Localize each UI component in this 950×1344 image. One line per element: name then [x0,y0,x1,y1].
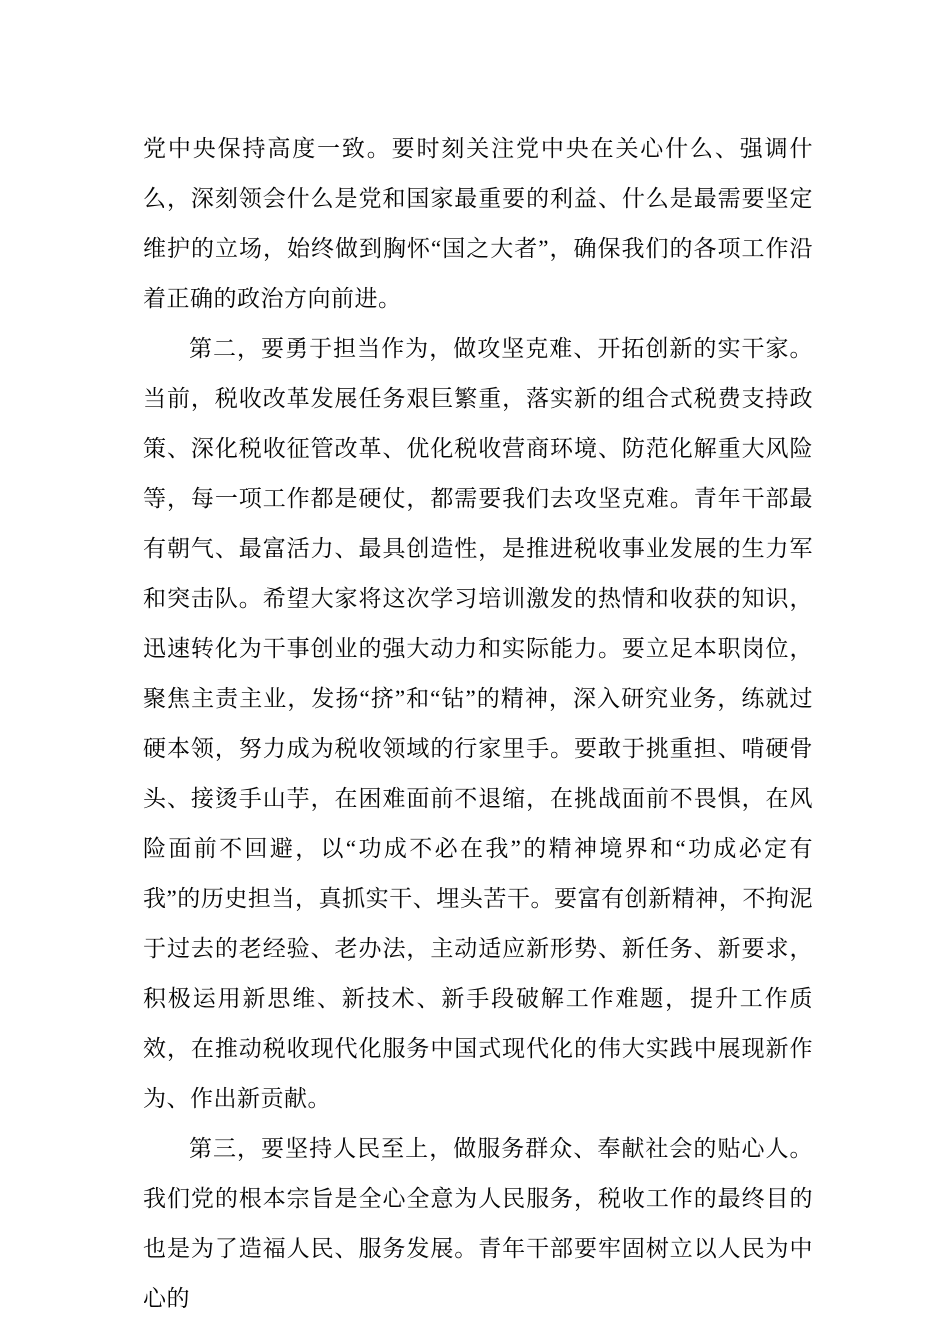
paragraph-continuation: 党中央保持高度一致。要时刻关注党中央在关心什么、强调什么，深刻领会什么是党和国家最重要的利益、什么是最需要坚定维护的立场，始终做到胸怀“国之大者”，确保我们的各项工作沿着正确的政治方向前进。 [143,136,813,311]
paragraph-second-point: 第二，要勇于担当作为，做攻坚克难、开拓创新的实干家。当前，税收改革发展任务艰巨繁重，落实新的组合式税费支持政策、深化税收征管改革、优化税收营商环境、防范化解重大风险等，每一项工作都是硬仗，都需要我们去攻坚克难。青年干部最有朝气、最富活力、最具创造性，是推进税收事业发展的生力军和突击队。希望大家将这次学习培训激发的热情和收获的知识，迅速转化为干事创业的强大动力和实际能力。要立足本职岗位，聚焦主责主业，发扬“挤”和“钻”的精神，深入研究业务，练就过硬本领，努力成为税收领域的行家里手。要敢于挑重担、啃硬骨头、接烫手山芋，在困难面前不退缩，在挑战面前不畏惧，在风险面前不回避，以“功成不必在我”的精神境界和“功成必定有我”的历史担当，真抓实干、埋头苦干。要富有创新精神，不拘泥于过去的老经验、老办法，主动适应新形势、新任务、新要求，积极运用新思维、新技术、新手段破解工作难题，提升工作质效，在推动税收现代化服务中国式现代化的伟大实践中展现新作为、作出新贡献。 [143,336,813,1111]
paragraph-third-point: 第三，要坚持人民至上，做服务群众、奉献社会的贴心人。我们党的根本宗旨是全心全意为人民服务，税收工作的最终目的也是为了造福人民、服务发展。青年干部要牢固树立以人民为中心的 [143,1136,813,1311]
document-body [143,124,813,1324]
